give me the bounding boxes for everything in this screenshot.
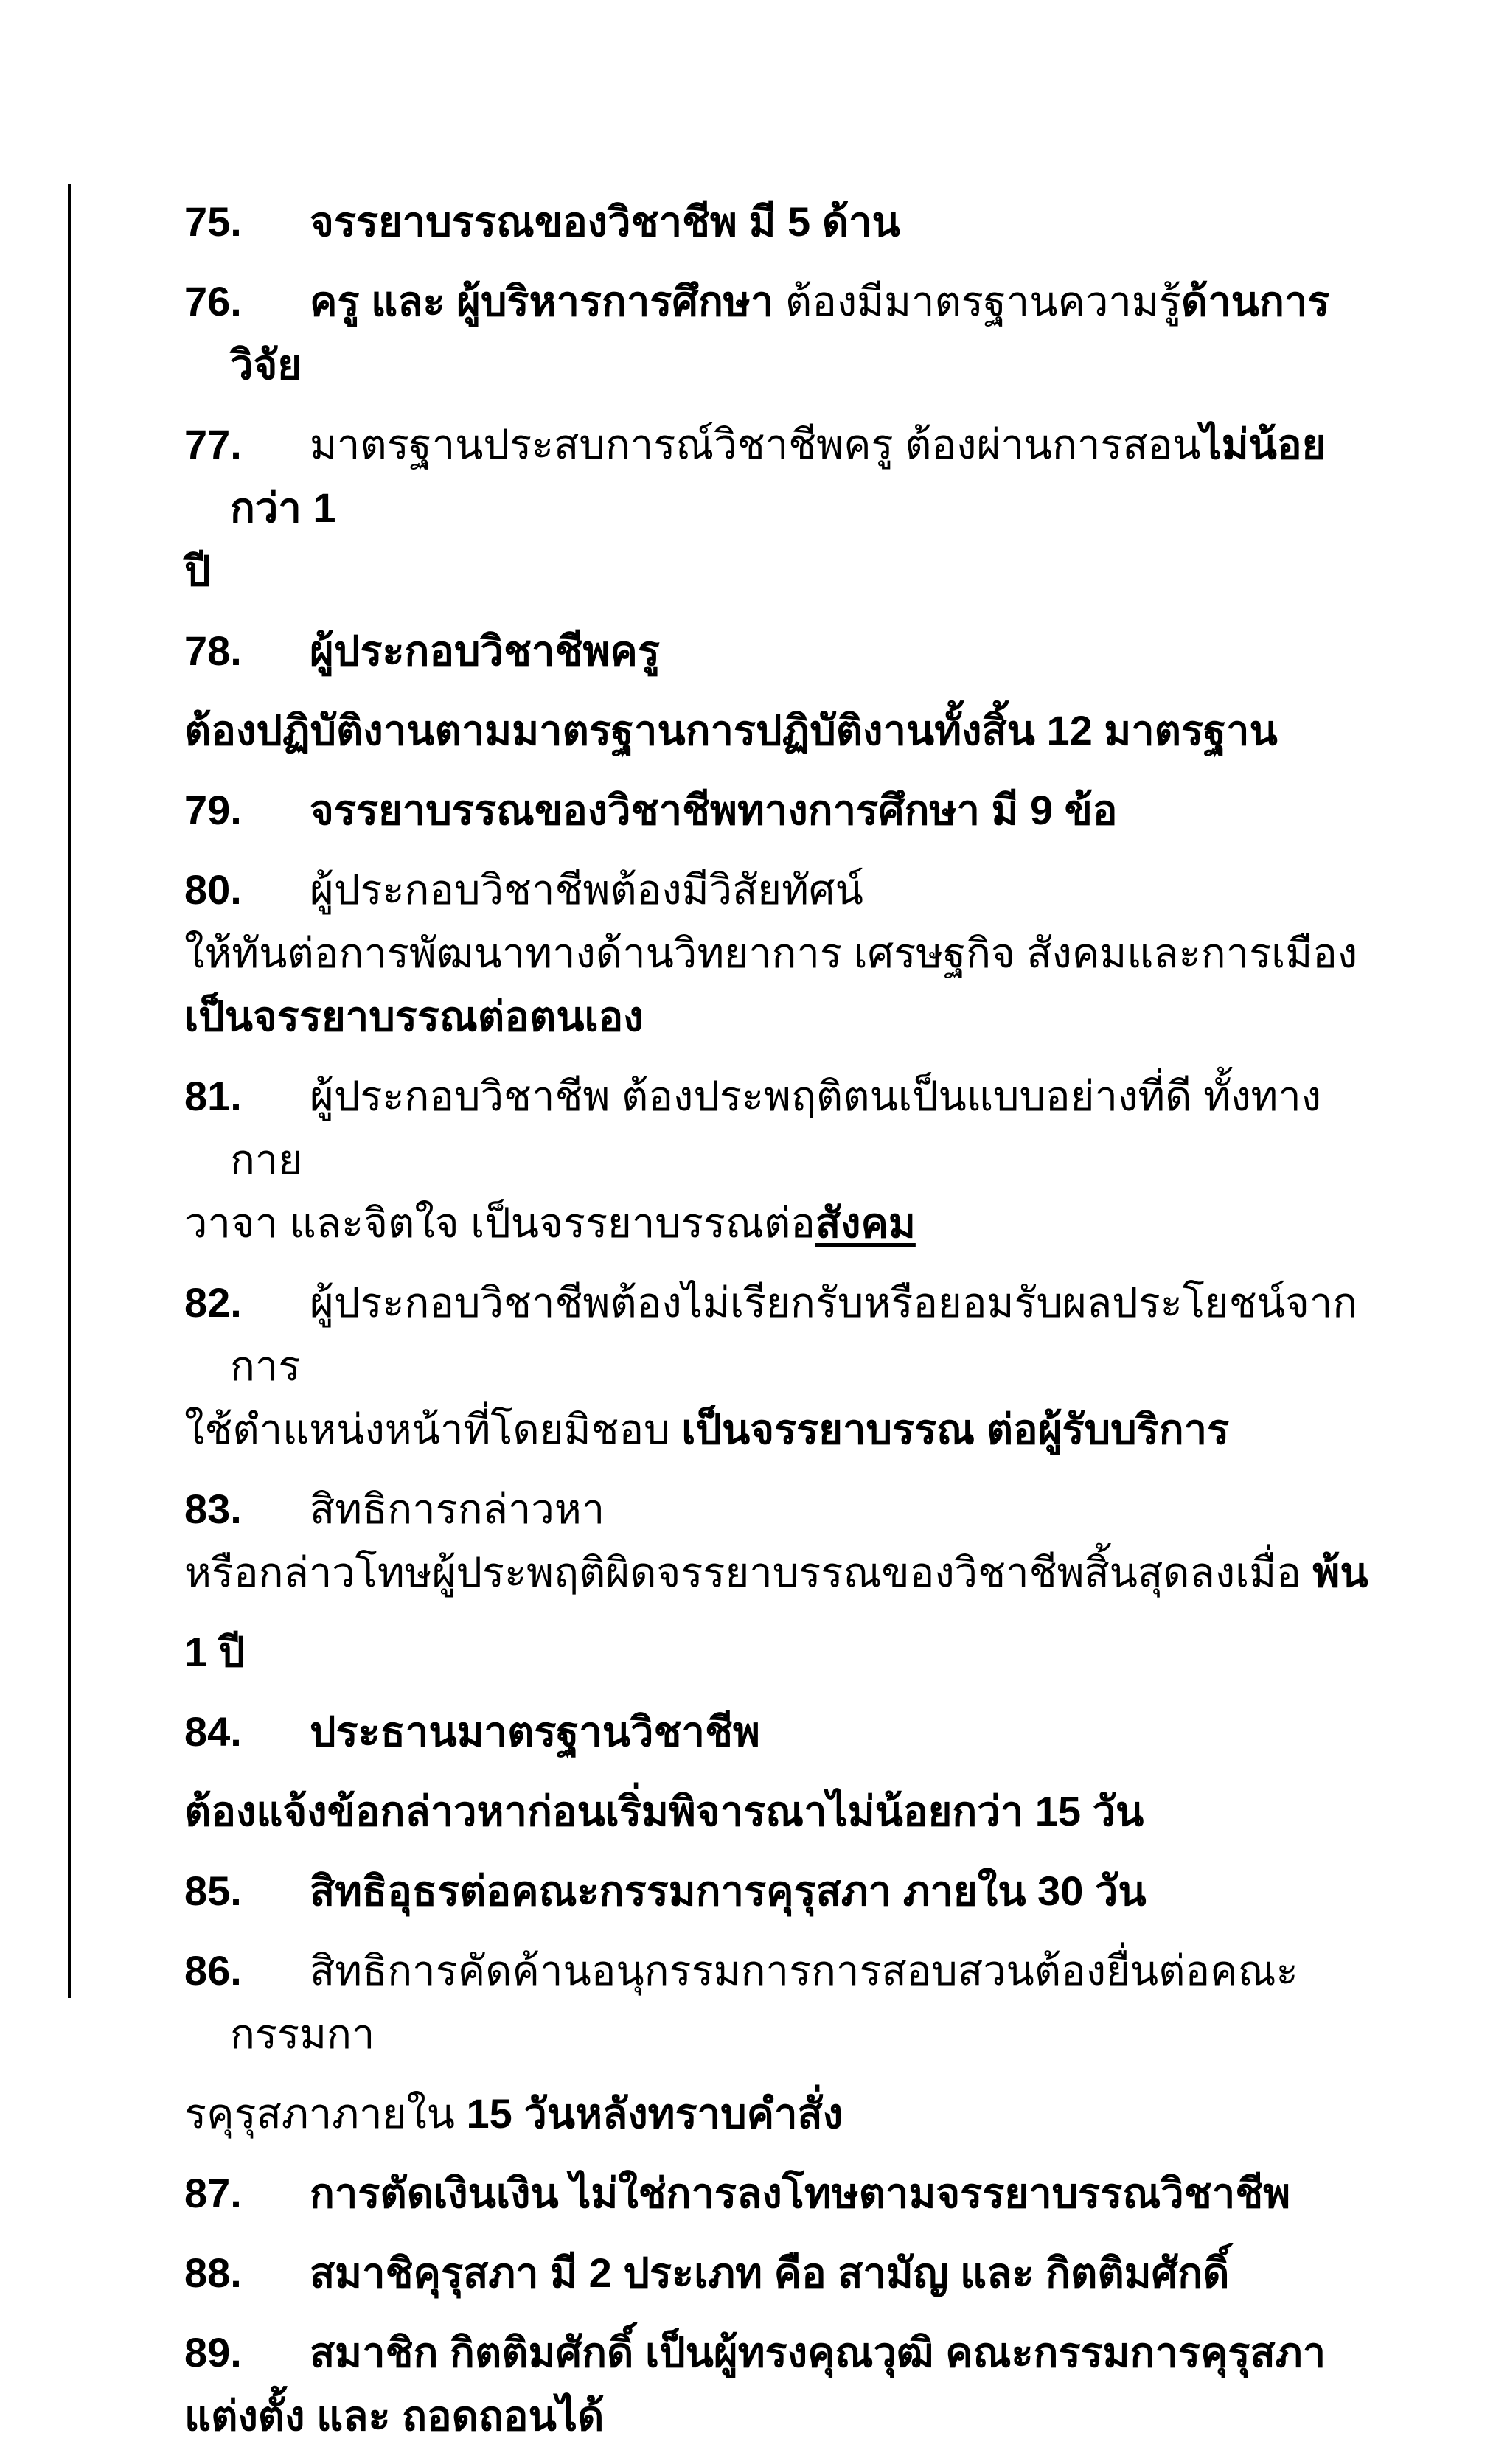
item-text-bold: แต่งตั้ง และ ถอดถอนได้ (184, 2392, 605, 2439)
item-text: รคุรุสภาภายใน (184, 2090, 467, 2137)
list-item (184, 2162, 1394, 2225)
item-number: 89. (184, 2329, 242, 2376)
item-number: 77. (184, 421, 242, 467)
list-item-line (184, 190, 1394, 254)
list-item (184, 270, 1394, 397)
item-number: 81. (184, 1073, 242, 1119)
list-item (184, 2321, 1394, 2448)
item-number: 78. (184, 627, 242, 674)
item-text-bold: เป็นจรรยาบรรณ ต่อผู้รับบริการ (681, 1406, 1230, 1452)
list-item-line (184, 1541, 1394, 1604)
list-item-line (184, 2321, 1394, 2384)
list-item-line (184, 619, 1394, 683)
item-text-bold: ประธานมาตรฐานวิชาชีพ (310, 1708, 760, 1755)
list-item (184, 858, 1394, 1048)
list-item (184, 413, 1394, 603)
item-text: ให้ทันต่อการพัฒนาทางด้านวิทยาการ เศรษฐกิจ สังคมและการเมือง (184, 930, 1358, 976)
list-item (184, 1478, 1394, 1684)
item-number: 85. (184, 1868, 242, 1914)
list-item-line (184, 1478, 1394, 1541)
list-item-line (184, 1780, 1394, 1843)
item-number: 88. (184, 2249, 242, 2296)
list-item (184, 1939, 1394, 2145)
item-text-bold: สิทธิอุธรต่อคณะกรรมการคุรุสภา ภายใน 30 วัน (310, 1868, 1147, 1914)
item-text-bold: ด้านการวิจัย (230, 278, 1330, 388)
item-text: สิทธิการคัดค้านอนุกรรมการการสอบสวนต้องยื่นต่อคณะกรรมกา (230, 1947, 1298, 2057)
list-item (184, 1700, 1394, 1843)
list-item-line (184, 1859, 1394, 1923)
list-item-line (184, 699, 1394, 762)
item-number: 75. (184, 198, 242, 245)
item-number: 83. (184, 1486, 242, 1532)
list-item (184, 1271, 1394, 1461)
item-text-bold: เป็นจรรยาบรรณต่อตนเอง (184, 993, 644, 1040)
item-text: หรือกล่าวโทษผู้ประพฤติผิดจรรยาบรรณของวิชาชีพสิ้นสุดลงเมื่อ (184, 1549, 1313, 1595)
item-text-bold: สังคม (815, 1200, 916, 1246)
list-item-line (184, 985, 1394, 1048)
item-number: 76. (184, 278, 242, 324)
item-number: 82. (184, 1279, 242, 1326)
list-item-line (184, 2384, 1394, 2448)
item-text-bold: การตัดเงินเงิน ไม่ใช่การลงโทษตามจรรยาบรรณวิชาชีพ (310, 2170, 1291, 2216)
list-item-line (184, 1065, 1394, 1191)
list-item-line (184, 922, 1394, 985)
item-text: วาจา และจิตใจ เป็นจรรยาบรรณต่อ (184, 1200, 815, 1246)
list-item-line (184, 779, 1394, 842)
item-number: 84. (184, 1708, 242, 1755)
item-text: ผู้ประกอบวิชาชีพ ต้องประพฤติตนเป็นแบบอย่างที่ดี ทั้งทางกาย (230, 1073, 1322, 1183)
item-number: 79. (184, 787, 242, 833)
list-item-line (184, 270, 1394, 397)
list-item (184, 1859, 1394, 1923)
list-item-line (184, 1271, 1394, 1398)
item-text-bold: ผู้ประกอบวิชาชีพครู (310, 627, 660, 674)
item-text: มาตรฐานประสบการณ์วิชาชีพครู ต้องผ่านการสอน (310, 421, 1201, 467)
item-text-bold: ไม่น้อยกว่า 1 (230, 421, 1326, 531)
item-text-bold: ปี (184, 548, 211, 594)
list-item-line (184, 2241, 1394, 2305)
list-item (184, 619, 1394, 762)
item-number: 80. (184, 866, 242, 913)
item-text-bold: จรรยาบรรณของวิชาชีพทางการศึกษา มี 9 ข้อ (310, 787, 1118, 833)
item-text: สิทธิการกล่าวหา (310, 1486, 605, 1532)
list-item-line (184, 1939, 1394, 2066)
item-number: 87. (184, 2170, 242, 2216)
item-text: ต้องมีมาตรฐานความรู้ (773, 278, 1181, 324)
numbered-list (184, 190, 1394, 2464)
item-number: 86. (184, 1947, 242, 1994)
list-item (184, 779, 1394, 842)
list-item-line (184, 2082, 1394, 2145)
item-text-bold: ครู และ ผู้บริหารการศึกษา (310, 278, 774, 324)
list-item-line (184, 540, 1394, 603)
list-item (184, 2241, 1394, 2305)
item-text-bold: ต้องปฏิบัติงานตามมาตรฐานการปฏิบัติงานทั้งสิ้น 12 มาตรฐาน (184, 707, 1278, 754)
item-text-bold: 15 วันหลังทราบคำสั่ง (466, 2090, 843, 2137)
list-item (184, 1065, 1394, 1255)
list-item-line (184, 1398, 1394, 1461)
list-item-line (184, 413, 1394, 540)
left-margin-rule (68, 184, 71, 1998)
item-text: ผู้ประกอบวิชาชีพต้องมีวิสัยทัศน์ (310, 866, 863, 913)
item-text-bold: ต้องแจ้งข้อกล่าวหาก่อนเริ่มพิจารณาไม่น้อยกว่า 15 วัน (184, 1788, 1144, 1834)
item-text-bold: 1 ปี (184, 1629, 246, 1675)
list-item-line (184, 1621, 1394, 1684)
list-item-line (184, 858, 1394, 922)
list-item (184, 190, 1394, 254)
item-text-bold: สมาชิคุรุสภา มี 2 ประเภท คือ สามัญ และ กิตติมศักดิ์ (310, 2249, 1230, 2296)
item-text-bold: สมาชิก กิตติมศักดิ์ เป็นผู้ทรงคุณวุฒิ คณะกรรมการคุรุสภา (310, 2329, 1326, 2376)
list-item-line (184, 2162, 1394, 2225)
item-text: ผู้ประกอบวิชาชีพต้องไม่เรียกรับหรือยอมรับผลประโยชน์จากการ (230, 1279, 1358, 1389)
item-text: ใช้ตำแหน่งหน้าที่โดยมิชอบ (184, 1406, 682, 1452)
item-text-bold: จรรยาบรรณของวิชาชีพ มี 5 ด้าน (310, 198, 900, 245)
list-item-line (184, 1700, 1394, 1764)
item-text-bold: พ้น (1312, 1549, 1368, 1595)
list-item-line (184, 1191, 1394, 1255)
